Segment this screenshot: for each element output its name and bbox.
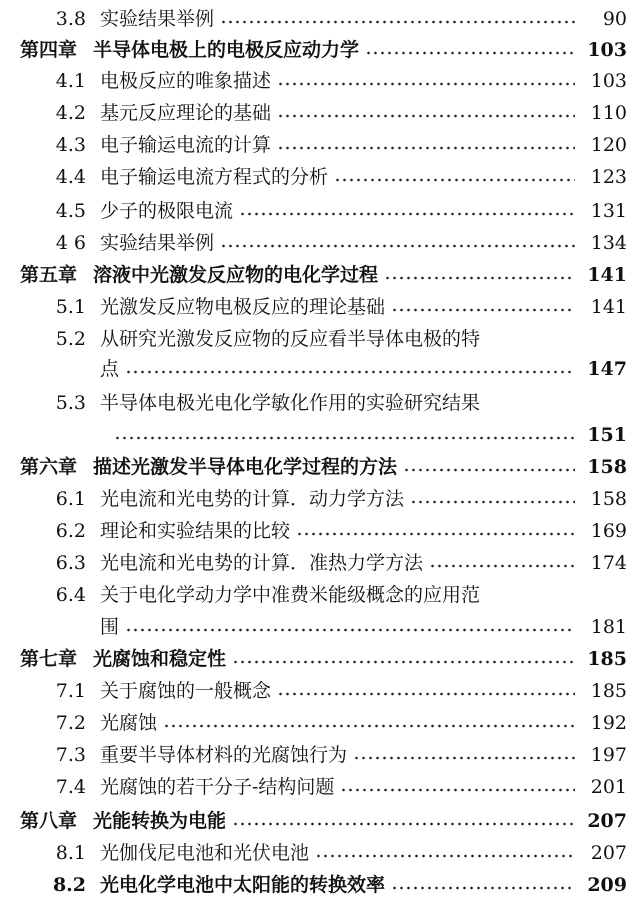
section-number: 7.3 bbox=[55, 744, 86, 766]
section-number: 6.1 bbox=[55, 488, 86, 510]
section-number: 4.1 bbox=[55, 70, 86, 92]
section-title: 关于电化学动力学中准费米能级概念的应用范 bbox=[100, 584, 481, 606]
page-number: 141 bbox=[590, 296, 627, 318]
dot-leader bbox=[429, 563, 575, 569]
dot-leader bbox=[239, 211, 575, 217]
section-number: 7.1 bbox=[55, 680, 86, 702]
dot-leader bbox=[277, 145, 575, 151]
dot-leader bbox=[163, 723, 575, 729]
section-number: 7.4 bbox=[55, 776, 86, 798]
toc-chapter-5 bbox=[0, 260, 641, 290]
page-number: 207 bbox=[590, 842, 627, 864]
page-number: 123 bbox=[590, 166, 627, 188]
dot-leader bbox=[391, 307, 575, 313]
chapter-title: 描述光激发半导体电化学过程的方法 bbox=[93, 456, 398, 478]
section-number: 6.4 bbox=[55, 584, 86, 606]
page-number: 103 bbox=[587, 39, 627, 61]
section-number: 6.2 bbox=[55, 520, 86, 542]
page-number: 169 bbox=[590, 520, 627, 542]
dot-leader bbox=[353, 755, 575, 761]
section-title: 光伽伐尼电池和光伏电池 bbox=[100, 842, 310, 864]
toc-entry-5-2 bbox=[0, 324, 641, 354]
page-number: 103 bbox=[590, 70, 627, 92]
dot-leader bbox=[340, 787, 575, 793]
page-number: 181 bbox=[590, 616, 627, 638]
toc-entry-5-2-continued bbox=[0, 354, 641, 384]
section-number: 5.2 bbox=[55, 328, 86, 350]
section-title: 电极反应的唯象描述 bbox=[100, 70, 272, 92]
page-number: 185 bbox=[587, 648, 627, 670]
section-title: 基元反应理论的基础 bbox=[100, 102, 272, 124]
chapter-title: 半导体电极上的电极反应动力学 bbox=[93, 39, 360, 61]
chapter-number: 第八章 bbox=[20, 810, 78, 832]
section-number: 4.4 bbox=[55, 166, 86, 188]
section-title: 光电化学电池中太阳能的转换效率 bbox=[100, 874, 386, 896]
section-number: 4.5 bbox=[55, 200, 86, 222]
section-number: 3.8 bbox=[55, 8, 86, 30]
dot-leader bbox=[125, 369, 575, 375]
section-title: 光激发反应物电极反应的理论基础 bbox=[100, 296, 386, 318]
toc-entry-6-1 bbox=[0, 484, 641, 514]
chapter-number: 第五章 bbox=[20, 264, 78, 286]
chapter-title: 光能转换为电能 bbox=[93, 810, 227, 832]
section-title: 关于腐蚀的一般概念 bbox=[100, 680, 272, 702]
page-number: 134 bbox=[590, 232, 627, 254]
toc-entry-6-3 bbox=[0, 548, 641, 578]
section-title: 光电流和光电势的计算．准热力学方法 bbox=[100, 552, 424, 574]
section-number: 4.3 bbox=[55, 134, 86, 156]
dot-leader bbox=[277, 113, 575, 119]
toc-entry-7-1 bbox=[0, 676, 641, 706]
page-number: 120 bbox=[590, 134, 627, 156]
dot-leader bbox=[296, 531, 575, 537]
toc-entry-7-2 bbox=[0, 708, 641, 738]
section-title: 少子的极限电流 bbox=[100, 200, 234, 222]
toc-entry-6-4-continued bbox=[0, 612, 641, 642]
toc-entry-8-2 bbox=[0, 870, 641, 900]
section-number: 5.1 bbox=[55, 296, 86, 318]
page-number: 197 bbox=[590, 744, 627, 766]
page-number: 147 bbox=[587, 358, 627, 380]
dot-leader bbox=[125, 627, 575, 633]
section-number: 5.3 bbox=[55, 392, 86, 414]
dot-leader bbox=[315, 853, 575, 859]
dot-leader bbox=[232, 659, 575, 665]
page-number: 192 bbox=[590, 712, 627, 734]
toc-entry-7-3 bbox=[0, 740, 641, 770]
toc-entry-6-2 bbox=[0, 516, 641, 546]
toc-entry-7-4 bbox=[0, 772, 641, 802]
toc-entry-8-1 bbox=[0, 838, 641, 868]
toc-entry-4-4 bbox=[0, 162, 641, 192]
section-title: 围 bbox=[100, 616, 120, 638]
dot-leader bbox=[277, 691, 575, 697]
page-number: 90 bbox=[602, 8, 627, 30]
page-number: 207 bbox=[587, 810, 627, 832]
page-number: 174 bbox=[590, 552, 627, 574]
toc-chapter-8 bbox=[0, 806, 641, 836]
section-number: 8.1 bbox=[55, 842, 86, 864]
dot-leader bbox=[277, 81, 575, 87]
page-number: 185 bbox=[590, 680, 627, 702]
section-title: 理论和实验结果的比较 bbox=[100, 520, 291, 542]
section-title: 光腐蚀的若干分子-结构问题 bbox=[100, 776, 335, 798]
section-title: 重要半导体材料的光腐蚀行为 bbox=[100, 744, 348, 766]
chapter-number: 第七章 bbox=[20, 648, 78, 670]
section-title: 电子输运电流方程式的分析 bbox=[100, 166, 329, 188]
page-number: 158 bbox=[590, 488, 627, 510]
toc-chapter-4 bbox=[0, 35, 641, 65]
toc-chapter-7 bbox=[0, 644, 641, 674]
section-number: 8.2 bbox=[52, 874, 86, 896]
toc-entry-5-3-continued bbox=[0, 420, 641, 450]
toc-entry-5-3 bbox=[0, 388, 641, 418]
chapter-title: 溶液中光激发反应物的电化学过程 bbox=[93, 264, 379, 286]
section-number: 4 6 bbox=[55, 232, 86, 254]
section-title: 实验结果举例 bbox=[100, 232, 215, 254]
dot-leader bbox=[220, 19, 575, 25]
page-number: 131 bbox=[590, 200, 627, 222]
page-number: 151 bbox=[587, 424, 627, 446]
dot-leader bbox=[391, 885, 575, 891]
toc-chapter-6 bbox=[0, 452, 641, 482]
dot-leader bbox=[365, 50, 575, 56]
dot-leader bbox=[410, 499, 575, 505]
section-title: 实验结果举例 bbox=[100, 8, 215, 30]
dot-leader bbox=[384, 275, 575, 281]
chapter-number: 第六章 bbox=[20, 456, 78, 478]
dot-leader bbox=[232, 821, 575, 827]
section-title: 从研究光激发反应物的反应看半导体电极的特 bbox=[100, 328, 481, 350]
toc-entry-6-4 bbox=[0, 580, 641, 610]
toc-entry-4-6 bbox=[0, 228, 641, 258]
toc-entry-4-5 bbox=[0, 196, 641, 226]
page-number: 209 bbox=[587, 874, 627, 896]
chapter-number: 第四章 bbox=[20, 39, 78, 61]
toc-entry-3-8 bbox=[0, 4, 641, 34]
section-number: 6.3 bbox=[55, 552, 86, 574]
section-title: 半导体电极光电化学敏化作用的实验研究结果 bbox=[100, 392, 481, 414]
section-title: 点 bbox=[100, 358, 120, 380]
toc-entry-5-1 bbox=[0, 292, 641, 322]
chapter-title: 光腐蚀和稳定性 bbox=[93, 648, 227, 670]
dot-leader bbox=[334, 177, 575, 183]
section-number: 7.2 bbox=[55, 712, 86, 734]
toc-entry-4-3 bbox=[0, 130, 641, 160]
section-title: 光腐蚀 bbox=[100, 712, 158, 734]
toc-entry-4-2 bbox=[0, 98, 641, 128]
dot-leader bbox=[403, 467, 575, 473]
section-number: 4.2 bbox=[55, 102, 86, 124]
section-title: 电子输运电流的计算 bbox=[100, 134, 272, 156]
page-number: 141 bbox=[587, 264, 627, 286]
section-title: 光电流和光电势的计算．动力学方法 bbox=[100, 488, 405, 510]
page-number: 110 bbox=[590, 102, 627, 124]
toc-entry-4-1 bbox=[0, 66, 641, 96]
dot-leader bbox=[114, 435, 575, 441]
dot-leader bbox=[220, 243, 575, 249]
page-number: 201 bbox=[590, 776, 627, 798]
page-number: 158 bbox=[587, 456, 627, 478]
